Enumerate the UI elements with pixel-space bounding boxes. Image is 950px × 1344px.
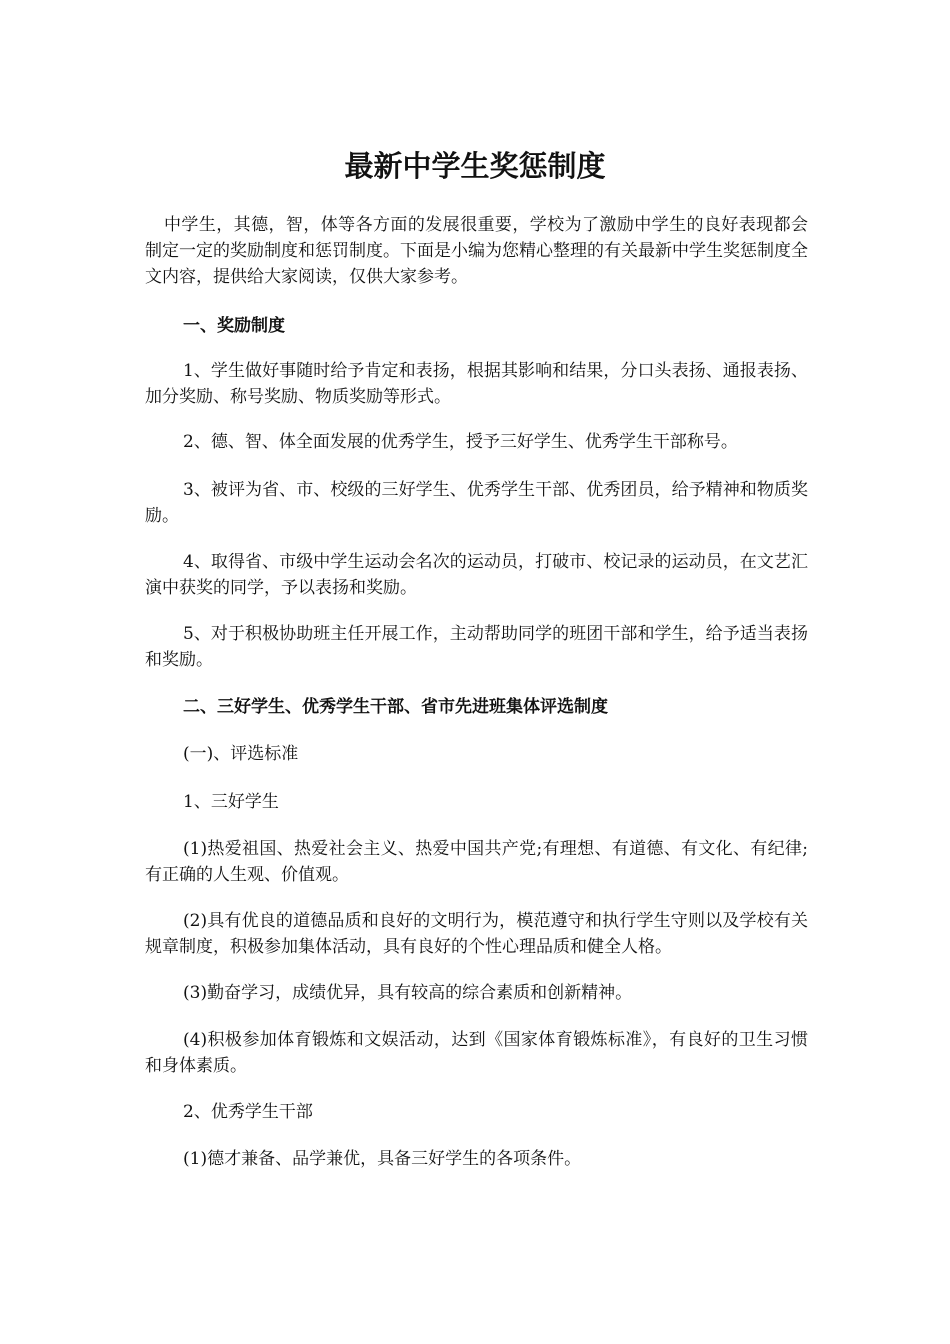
criteria-item-1: (1)热爱祖国、热爱社会主义、热爱中国共产党;有理想、有道德、有文化、有纪律;有正确的人生观、价值观。 bbox=[145, 839, 808, 885]
reward-item-3: 3、被评为省、市、校级的三好学生、优秀学生干部、优秀团员，给予精神和物质奖励。 bbox=[145, 480, 808, 526]
cadre-item-1: (1)德才兼备、品学兼优，具备三好学生的各项条件。 bbox=[183, 1149, 582, 1169]
document-title: 最新中学生奖惩制度 bbox=[344, 149, 606, 183]
reward-item-1: 1、学生做好事随时给予肯定和表扬，根据其影响和结果，分口头表扬、通报表扬、加分奖励、称号奖励、物质奖励等形式。 bbox=[145, 361, 808, 407]
sub-heading-three-good-students: 1、三好学生 bbox=[183, 792, 279, 812]
subsection-heading-criteria: (一)、评选标准 bbox=[183, 744, 299, 764]
section-heading-rewards: 一、奖励制度 bbox=[183, 316, 285, 336]
intro-paragraph: 中学生，其德，智，体等各方面的发展很重要，学校为了激励中学生的良好表现都会制定一定的奖励制度和惩罚制度。下面是小编为您精心整理的有关最新中学生奖惩制度全文内容，提供给大家阅读，仅供大家参考。 bbox=[145, 215, 808, 287]
reward-item-4: 4、取得省、市级中学生运动会名次的运动员，打破市、校记录的运动员，在文艺汇演中获奖的同学，予以表扬和奖励。 bbox=[145, 552, 808, 598]
criteria-item-3: (3)勤奋学习，成绩优异，具有较高的综合素质和创新精神。 bbox=[183, 983, 633, 1003]
criteria-item-2: (2)具有优良的道德品质和良好的文明行为，模范遵守和执行学生守则以及学校有关规章制度，积极参加集体活动，具有良好的个性心理品质和健全人格。 bbox=[145, 911, 808, 957]
reward-item-2: 2、德、智、体全面发展的优秀学生，授予三好学生、优秀学生干部称号。 bbox=[183, 432, 738, 452]
criteria-item-4: (4)积极参加体育锻炼和文娱活动，达到《国家体育锻炼标准》，有良好的卫生习惯和身体素质。 bbox=[145, 1030, 808, 1076]
sub-heading-excellent-cadre: 2、优秀学生干部 bbox=[183, 1102, 313, 1122]
reward-item-5: 5、对于积极协助班主任开展工作，主动帮助同学的班团干部和学生，给予适当表扬和奖励。 bbox=[145, 624, 808, 670]
section-heading-selection: 二、三好学生、优秀学生干部、省市先进班集体评选制度 bbox=[183, 697, 608, 717]
